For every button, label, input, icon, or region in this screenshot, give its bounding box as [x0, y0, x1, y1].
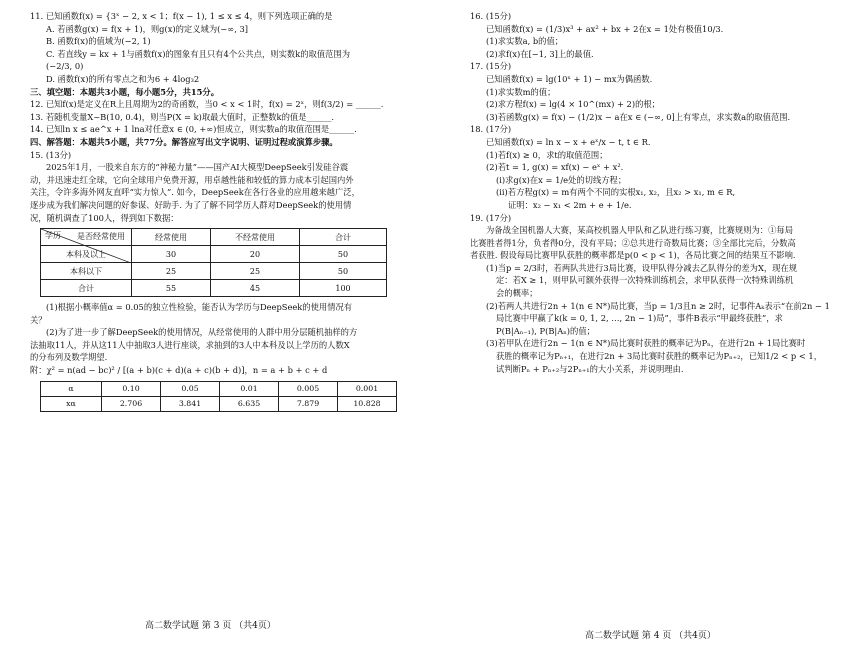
section-answer-header: 四、解答题：本题共5小题，共77分。解答应写出文字说明、证明过程或演算步骤。 [30, 136, 338, 147]
q17-stem: 已知函数f(x) = lg(10ˣ + 1) − mx为偶函数. [486, 73, 653, 84]
table-cell: 20 [211, 246, 300, 263]
table-corner-cell [41, 229, 132, 246]
q19-part2: (2)若两人共进行2n + 1(n ∈ N*)局比赛，当p = 1/3且n ≥ 2时，记事件Aₖ表示“在前2n − 1 [486, 300, 830, 311]
q11-option-c: C. 若直线y = kx + 1与函数f(x)的图象有且只有4个公共点，则实数k的取值范围为 [46, 48, 351, 59]
q15-part2-cont: 法抽取11人，并从这11人中抽取3人进行座谈，求抽到的3人中本科及以上学历的人数X [30, 339, 350, 350]
table-cell: 3.841 [161, 396, 220, 411]
q18-proof-line: 证明：x₂ − x₁ < 2m + e + 1/e. [508, 199, 632, 210]
right-page-column [470, 10, 840, 375]
table-cell: 0.001 [338, 381, 397, 396]
q19-title: 19. (17分) [470, 212, 512, 223]
left-page-column [30, 10, 435, 416]
q11-option-b: B. 函数f(x)的值域为(−2, 1) [46, 36, 151, 47]
corner-bottom-label: 学历 [45, 231, 61, 241]
table-row [41, 263, 387, 280]
table-cell: 本科以下 [41, 263, 132, 280]
table-cell: 本科及以上 [41, 246, 132, 263]
q17-part2: (2)求方程f(x) = lg(4 × 10^(mx) + 2)的根； [486, 99, 660, 110]
table-row [41, 280, 387, 297]
table-row-label: α [41, 381, 102, 396]
q19-part3-cont: 试判断Pₙ + Pₙ₊₂与2Pₙ₊₁的大小关系，并说明理由. [496, 363, 684, 374]
q18-stem: 已知函数f(x) = ln x − x + eˣ/x − t, t ∈ R. [486, 136, 651, 147]
q19-part2-cont: 局比赛中甲赢了k(k = 0, 1, 2, …, 2n − 1)局”，事件B表示“甲最终获胜”，求 [496, 313, 783, 324]
table-row [41, 229, 387, 246]
q17-part1: (1)求实数m的值； [486, 86, 556, 97]
q18-part2-ii: (ii)若方程g(x) = m有两个不同的实根x₁, x₂，且x₂ > x₁, m ∈ R, [496, 187, 736, 198]
table-header-cell: 经常使用 [132, 229, 211, 246]
table-cell: 50 [300, 263, 387, 280]
critical-value-table [40, 381, 397, 412]
q16-part1: (1)求实数a, b的值； [486, 36, 564, 47]
table-cell: 7.879 [279, 396, 338, 411]
table-header-cell: 不经常使用 [211, 229, 300, 246]
q11-option-a: A. 若函数g(x) = f(x + 1)，则g(x)的定义域为(−∞, 3] [46, 23, 249, 34]
table-cell: 10.828 [338, 396, 397, 411]
table-cell: 30 [132, 246, 211, 263]
section-fill-in-header: 三、填空题：本题共3小题，每小题5分，共15分。 [30, 86, 220, 97]
table-row [41, 381, 397, 396]
q13: 13. 若随机变量X~B(10, 0.4)，则当P(X = k)取最大值时，正整数k的值是______. [30, 111, 335, 122]
q18-part1: (1)若f(x) ≥ 0，求t的取值范围； [486, 149, 608, 160]
q15-text-line: 关注，令许多海外网友直呼“实力惊人”. 如今，DeepSeek在各行各业的应用越来越广泛， [30, 187, 360, 198]
table-cell: 合计 [41, 280, 132, 297]
q16-title: 16. (15分) [470, 11, 512, 21]
table-cell: 2.706 [102, 396, 161, 411]
right-page-footer: 高二数学试题 第 4 页 （共4页） [585, 631, 716, 641]
table-cell: 45 [211, 280, 300, 297]
q17-title: 17. (15分) [470, 61, 512, 72]
q15-text-line: 况，随机调查了100人，得到如下数据： [30, 212, 179, 223]
q16-stem: 已知函数f(x) = (1/3)x³ + ax² + bx + 2在x = 1处有极值10/3. [486, 23, 724, 34]
table-cell: 50 [300, 246, 387, 263]
table-row [41, 396, 397, 411]
q19-part3: (3)若甲队在进行2n − 1(n ∈ N*)局比赛时获胜的概率记为Pₙ，在进行2n + 1局比赛时 [486, 338, 806, 349]
q19-text-line: 者获胜. 假设每局比赛甲队获胜的概率都是p(0 < p < 1)，各局比赛之间的结果互不影响. [470, 250, 796, 261]
corner-top-label: 是否经常使用 [77, 232, 125, 242]
q11-option-c-range: (−2/3, 0) [46, 61, 84, 72]
table-cell: 6.635 [220, 396, 279, 411]
q15-text-line: 动，并迅速走红全球，它向全球用户免费开源，用卓越性能和较低的算力成本引起国内外 [30, 174, 354, 185]
q19-text-line: 比赛胜者得1分，负者得0分，没有平局；②总共进行奇数局比赛；③全部比完后，分数高 [470, 237, 796, 248]
q16-part2: (2)求f(x)在[−1, 3]上的最值. [486, 48, 594, 59]
q19-part1-cont: 会的概率； [496, 288, 538, 299]
q15-text-line: 2025年1月，一股来自东方的“神秘力量”——国产AI大模型DeepSeek引发硅谷震 [46, 162, 349, 173]
q19-text-line: 为备战全国机器人大赛，某高校机器人甲队和乙队进行练习赛，比赛规则为：①每局 [486, 225, 793, 236]
q14: 14. 已知ln x ≤ ae^x + 1 lna对任意x ∈ (0, +∞)恒成立，则实数a的取值范围是______. [30, 124, 357, 135]
table-cell: 0.01 [220, 381, 279, 396]
table-row-label: xα [41, 396, 102, 411]
q18-title: 18. (17分) [470, 124, 512, 135]
q18-part2: (2)若t = 1, g(x) = xf(x) − eˣ + x². [486, 162, 624, 173]
survey-contingency-table [40, 228, 387, 297]
q15-text-line: 逐步成为我们解决问题的好参谋、好助手. 为了了解不同学历人群对DeepSeek的使用情 [30, 199, 352, 210]
q19-part3-cont: 获胜的概率记为Pₙ₊₁，在进行2n + 3局比赛时获胜的概率记为Pₙ₊₂，已知1/2 < p < 1， [496, 351, 822, 362]
q15-part1-cont: 关？ [30, 314, 47, 325]
q15-title: 15. (13分) [30, 149, 72, 160]
q19-part2-cont: P(B|Aₙ₋₁), P(B|Aₙ)的值； [496, 325, 595, 336]
chi-square-formula: 附：χ² = n(ad − bc)² / [(a + b)(c + d)(a + c)(b + d)]，n = a + b + c + d [30, 365, 328, 376]
q19-part1: (1)当p = 2/3时，若两队共进行3局比赛，设甲队得分减去乙队得分的差为X，现在规 [486, 262, 798, 273]
table-cell: 25 [132, 263, 211, 280]
table-cell: 100 [300, 280, 387, 297]
q15-part2-cont: 的分布列及数学期望. [30, 352, 108, 363]
left-page-footer: 高二数学试题 第 3 页 （共4页） [145, 621, 276, 631]
q15-part2: (2)为了进一步了解DeepSeek的使用情况，从经常使用的人群中用分层随机抽样的方 [46, 327, 358, 338]
q18-part2-i: (i)求g(x)在x = 1/e处的切线方程； [496, 174, 627, 185]
table-cell: 55 [132, 280, 211, 297]
q19-part1-cont: 定：若X ≥ 1，则甲队可额外获得一次特殊训练机会，求甲队获得一次特殊训练机 [496, 275, 794, 286]
table-cell: 0.005 [279, 381, 338, 396]
q15-part1: (1)根据小概率值α = 0.05的独立性检验，能否认为学历与DeepSeek的使用情况有 [46, 302, 353, 313]
q12: 12. 已知f(x)是定义在R上且周期为2的奇函数，当0 < x < 1时，f(x) = 2ˣ，则f(3/2) = ______. [30, 99, 384, 110]
table-cell: 25 [211, 263, 300, 280]
table-cell: 0.05 [161, 381, 220, 396]
q17-part3: (3)若函数g(x) = f(x) − (1/2)x − a在x ∈ (−∞, 0]上有零点，求实数a的取值范围. [486, 111, 791, 122]
q11-stem: 11. 已知函数f(x) = {3ˣ − 2, x < 1；f(x − 1), 1 ≤ x ≤ 4，则下列选项正确的是 [30, 11, 333, 21]
table-cell: 0.10 [102, 381, 161, 396]
q11-option-d: D. 函数f(x)的所有零点之和为6 + 4log₃2 [46, 73, 200, 84]
table-header-cell: 合计 [300, 229, 387, 246]
